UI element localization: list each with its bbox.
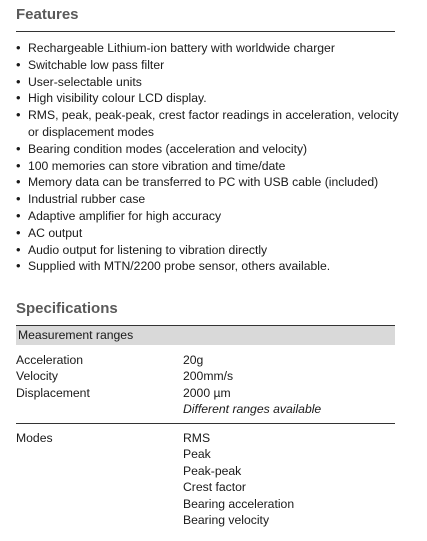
list-item: • High visibility colour LCD display. bbox=[16, 90, 406, 107]
list-item: • Bearing condition modes (acceleration and velocity) bbox=[16, 141, 406, 158]
modes-label: Modes bbox=[16, 431, 53, 445]
ranges-values bbox=[183, 352, 321, 418]
ranges-note: Different ranges available bbox=[183, 402, 322, 417]
spec-value: Bearing acceleration bbox=[183, 496, 295, 511]
list-item: • Rechargeable Lithium-ion battery with worldwide charger bbox=[16, 40, 406, 57]
measurement-ranges-band bbox=[16, 325, 395, 345]
list-item: • AC output bbox=[16, 225, 406, 242]
spec-label: Acceleration bbox=[16, 353, 84, 367]
modes-values bbox=[183, 430, 294, 528]
features-heading: Features bbox=[16, 6, 79, 23]
list-item: • Audio output for listening to vibration directly bbox=[16, 242, 406, 259]
features-divider bbox=[16, 31, 395, 32]
list-item: • Switchable low pass filter bbox=[16, 57, 406, 74]
spec-value: 2000 µm bbox=[183, 385, 231, 400]
list-item: • User-selectable units bbox=[16, 74, 406, 91]
list-item: • Memory data can be transferred to PC with USB cable (included) bbox=[16, 174, 406, 191]
measurement-ranges-label: Measurement ranges bbox=[18, 328, 134, 342]
modes-divider bbox=[16, 423, 395, 424]
spec-label: Displacement bbox=[16, 385, 90, 400]
spec-label: Velocity bbox=[16, 369, 59, 384]
list-item: • Supplied with MTN/2200 probe sensor, others available. bbox=[16, 258, 406, 275]
spec-value: Peak-peak bbox=[183, 463, 242, 478]
features-list bbox=[16, 40, 406, 275]
ranges-labels bbox=[16, 352, 90, 401]
list-item: • Adaptive amplifier for high accuracy bbox=[16, 208, 406, 225]
spec-value: 20g bbox=[183, 353, 204, 367]
specifications-heading: Specifications bbox=[16, 300, 118, 317]
spec-value: Crest factor bbox=[183, 480, 246, 495]
list-item: • RMS, peak, peak-peak, crest factor readings in acceleration, velocity or displacement modes bbox=[16, 107, 406, 141]
list-item: • 100 memories can store vibration and time/date bbox=[16, 158, 406, 175]
spec-value: RMS bbox=[183, 431, 211, 445]
list-item: • Industrial rubber case bbox=[16, 191, 406, 208]
spec-value: 200mm/s bbox=[183, 369, 234, 384]
spec-value: Peak bbox=[183, 447, 211, 462]
spec-value: Bearing velocity bbox=[183, 513, 270, 528]
